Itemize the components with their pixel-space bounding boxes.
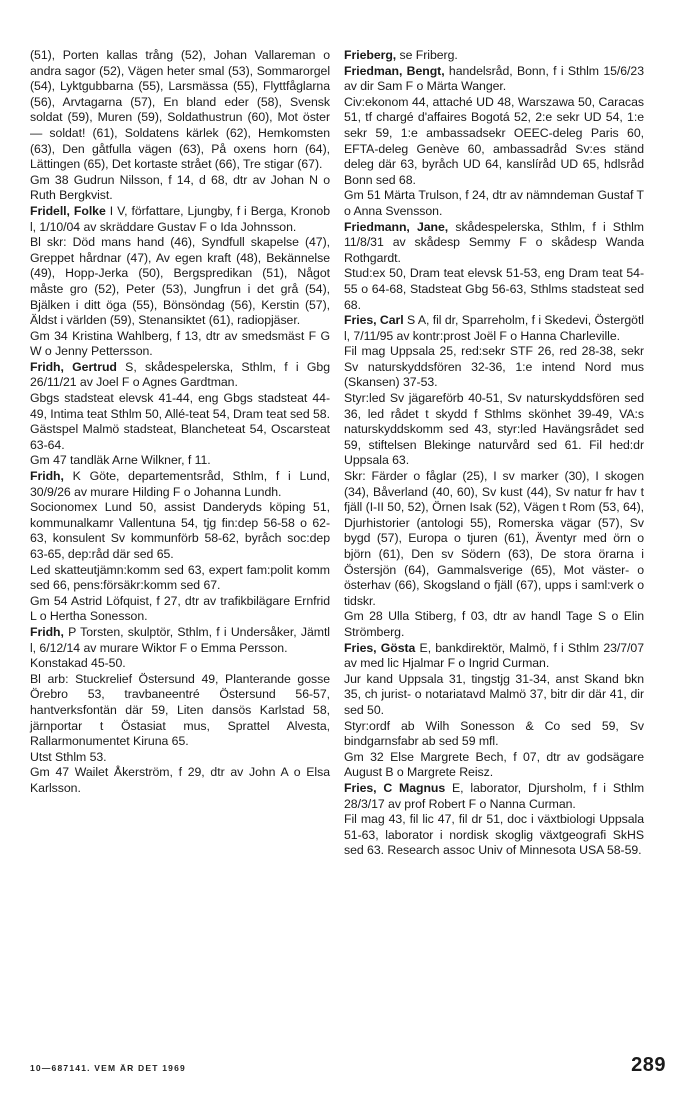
entry-text: Styr:led Sv jägareförb 40-51, Sv naturskyddsfören sed 36, led rådet t skydd f Sthlms skönhet 39-49, VA:s naturskyddskomm sed 43, styr:led Havängsrådet sed 59, stiftelsen Blekinge naturvård sed 61. Fil hed:dr Uppsala 63. — [344, 391, 644, 468]
entry-paragraph — [30, 329, 330, 360]
entry-text: Civ:ekonom 44, attaché UD 48, Warszawa 50, Caracas 51, tf chargé d'affaires Bogotá 52, 2:e sekr UD 54, 1:e sekr 59, 1:e ambassadsekr OEEC-deleg Paris 60, EFTA-deleg Genève 60, ambassadråd Sv:es ständ deleg där 63, byråch UD 64, kanslíråd UD 65, hdlsråd Bonn sed 68. — [344, 94, 644, 187]
entry-headword: Fries, Carl — [344, 313, 404, 328]
entry-paragraph — [30, 235, 330, 329]
entry-paragraph — [30, 173, 330, 204]
entry-text: P Torsten, skulptör, Sthlm, f i Undersåker, Jämtl l, 6/12/14 av murare Wiktor F o Emma Persson. — [30, 624, 330, 655]
entry-heading-paragraph — [344, 64, 644, 95]
entry-paragraph — [344, 750, 644, 781]
entry-text: Utst Sthlm 53. — [30, 749, 107, 764]
entry-paragraph — [30, 48, 330, 173]
entry-text: Gm 54 Astrid Löfquist, f 27, dtr av trafikbilägare Ernfrid L o Hertha Sonesson. — [30, 593, 330, 624]
entry-text: Gm 28 Ulla Stiberg, f 03, dtr av handl Tage S o Elin Strömberg. — [344, 609, 644, 639]
entry-text: Konstakad 45-50. — [30, 656, 126, 671]
entry-heading-paragraph — [344, 313, 644, 344]
entry-paragraph — [344, 469, 644, 609]
entry-text: Gm 34 Kristina Wahlberg, f 13, dtr av smedsmäst F G W o Jenny Pettersson. — [30, 328, 330, 359]
entry-heading-paragraph — [344, 48, 644, 64]
entry-text: Fil mag 43, fil lic 47, fil dr 51, doc i växtbiologi Uppsala 51-63, laborator i nordisk skoglig växtgeografi SkHS sed 63. Research assoc Univ of Minnesota USA 58-59. — [344, 812, 644, 858]
entry-paragraph — [344, 609, 644, 640]
entry-text: Gm 32 Else Margrete Bech, f 07, dtr av godsägare August B o Margrete Reisz. — [344, 749, 644, 780]
entry-paragraph — [30, 672, 330, 750]
entry-paragraph — [30, 563, 330, 594]
entry-heading-paragraph — [344, 220, 644, 267]
entry-text: Skr: Färder o fåglar (25), I sv marker (30), I skogen (34), Båverland (40, 60), Sv kust (44), Sv natur fr hav t fjäll (I-II 50, 52), Örnen Isak (52), Vägen t Rom (53, 64), Djurhistorier (antologi 55), Romerska vägar (57), Sv bygd (57), Europa o tjuren (61), Äventyr med örn o björn (61), Den sv Södern (63), De stora örarna i Östersjön (64), Gammalsverige (65), Mot väster- o österhav (66), Skogsland o fjäll (67), upps i saml:verk o tidskr. — [344, 469, 644, 608]
right-column — [344, 48, 644, 859]
entry-heading-paragraph — [30, 360, 330, 391]
entry-paragraph — [344, 266, 644, 313]
entry-paragraph — [30, 500, 330, 562]
entry-text: Bl arb: Stuckrelief Östersund 49, Planterande gosse Örebro 53, travbaneentré Östersund 56-57, hantverksfontän där 59, Liten dansös Karlstad 58, järnportar t Östasiat mus, Sprattel Alvesta, Rallarmonumentet Kiruna 65. — [30, 671, 330, 749]
entry-paragraph — [344, 95, 644, 189]
entry-paragraph — [30, 750, 330, 766]
entry-paragraph — [344, 391, 644, 469]
entry-text: Gm 38 Gudrun Nilsson, f 14, d 68, dtr av Johan N o Ruth Bergkvist. — [30, 172, 330, 203]
entry-text: (51), Porten kallas trång (52), Johan Vallareman o andra sagor (52), Vägen heter smal (53), Sommarorgel (54), Lyktgubbarna (55), Larsmässa (55), Flyttfåglarna (56), Arvtagarna (57), En bland eder (58), Svensk soldat (59), Muren (59), Soldathustrun (60), Mot öster — soldat! (61), Soldatens kärlek (62), Hemkomsten (63), Den gåtfulla vägen (63), På oxens horn (64), Lättingen (65), Det kortaste strået (66), Tre stigar (67). — [30, 48, 330, 172]
entry-text: Led skatteutjämn:komm sed 63, expert fam:polit komm sed 66, pens:försäkr:komm sed 67. — [30, 562, 330, 593]
entry-text: S, skådespelerska, Sthlm, f i Gbg 26/11/21 av Joel F o Agnes Gardtman. — [30, 359, 330, 390]
entry-text: Styr:ordf ab Wilh Sonesson & Co sed 59, Sv bindgarnsfabr ab sed 59 mfl. — [344, 718, 644, 749]
page-number: 289 — [631, 1054, 666, 1076]
left-column — [30, 48, 330, 797]
entry-paragraph — [30, 656, 330, 672]
entry-text: S A, fil dr, Sparreholm, f i Skedevi, Östergötl l, 7/11/95 av kontr:prost Joël F o Hanna Charleville. — [344, 313, 644, 343]
document-page — [30, 48, 670, 1088]
entry-paragraph — [344, 719, 644, 750]
entry-text: I V, författare, Ljungby, f i Berga, Kronob l, 1/10/04 av skräddare Gustav F o Ida Johnsson. — [30, 203, 330, 234]
entry-heading-paragraph — [30, 469, 330, 500]
entry-headword: Fridell, Folke — [30, 203, 106, 218]
entry-text: Gm 47 tandläk Arne Wilkner, f 11. — [30, 453, 211, 468]
entry-text: Jur kand Uppsala 31, tingstjg 31-34, anst Skand bkn 35, ch jurist- o notariatavd Malmö 37, bitr dir där 41, dir sed 50. — [344, 671, 644, 717]
entry-text: Gm 51 Märta Trulson, f 24, dtr av nämndeman Gustaf T o Anna Svensson. — [344, 188, 644, 218]
entry-headword: Fridh, — [30, 469, 64, 484]
entry-paragraph — [30, 765, 330, 796]
entry-text: se Friberg. — [396, 48, 458, 62]
entry-text: handelsråd, Bonn, f i Sthlm 15/6/23 av dir Sam F o Märta Wanger. — [344, 63, 644, 94]
entry-headword: Fridh, Gertrud — [30, 359, 117, 374]
entry-paragraph — [30, 391, 330, 422]
entry-headword: Frieberg, — [344, 48, 397, 62]
entry-text: Gm 47 Wailet Åkerström, f 29, dtr av John A o Elsa Karlsson. — [30, 765, 330, 795]
entry-paragraph — [30, 422, 330, 453]
entry-paragraph — [344, 344, 644, 391]
entry-text: Fil mag Uppsala 25, red:sekr STF 26, red 28-38, sekr Sv naturskyddsfören 32-36, 1:e intend Nord mus (Skansen) 37-53. — [344, 344, 644, 390]
entry-text: Socionomex Lund 50, assist Danderyds köping 51, kommunalkamr Vallentuna 54, tjg fin:dep 56-58 o 62-63, konsulent Sv kommunförb 58-62, byråch soc:dep 63-65, dep:råd där sed 65. — [30, 500, 330, 561]
print-code: 10—687141. VEM ÄR DET 1969 — [30, 1063, 186, 1073]
entry-heading-paragraph — [30, 204, 330, 235]
entry-text: E, laborator, Djursholm, f i Sthlm 28/3/17 av prof Robert F o Nanna Curman. — [344, 780, 645, 811]
entry-text: Bl skr: Död mans hand (46), Syndfull skapelse (47), Greppet hårdnar (47), Av egen kraft (48), Bekännelse (49), Hopp-Jerka (50), Bergspredikan (51), Något måste gro (52), Peter (53), Jungfrun i det grå (54), Bjälken i ditt öga (55), Bönsöndag (56), Kerstin (57), Äldst i världen (59), Stenansiktet (61), radiopjäser. — [30, 235, 330, 328]
entry-paragraph — [30, 594, 330, 625]
entry-text: Stud:ex 50, Dram teat elevsk 51-53, eng Dram teat 54-55 o 64-68, Stadsteat Gbg 56-63, Sthlms stadsteat sed 68. — [344, 266, 644, 312]
entry-text: Gbgs stadsteat elevsk 41-44, eng Gbgs stadsteat 44-49, Intima teat Sthlm 50, Allé-teat 54, Dram teat sed 58. — [30, 391, 330, 421]
entry-headword: Fries, Gösta — [344, 640, 416, 655]
entry-paragraph — [30, 453, 330, 469]
entry-heading-paragraph — [30, 625, 330, 656]
entry-headword: Friedman, Bengt, — [344, 63, 445, 78]
entry-heading-paragraph — [344, 781, 644, 812]
entry-paragraph — [344, 672, 644, 719]
entry-paragraph — [344, 188, 644, 219]
entry-heading-paragraph — [344, 641, 644, 672]
entry-headword: Fries, C Magnus — [344, 780, 446, 795]
entry-text: skådespelerska, Sthlm, f i Sthlm 11/8/31 av skådesp Semmy F o skådesp Wanda Rothgardt. — [344, 219, 644, 265]
entry-text: Gästspel Malmö stadsteat, Blancheteat 54, Oscarsteat 63-64. — [30, 422, 330, 452]
entry-paragraph — [344, 812, 644, 859]
entry-headword: Friedmann, Jane, — [344, 219, 449, 234]
entry-headword: Fridh, — [30, 624, 64, 639]
entry-text: E, bankdirektör, Malmö, f i Sthlm 23/7/07 av med lic Hjalmar F o Ingrid Curman. — [344, 640, 644, 671]
entry-text: K Göte, departementsråd, Sthlm, f i Lund, 30/9/26 av murare Hilding F o Johanna Lundh. — [30, 469, 330, 499]
